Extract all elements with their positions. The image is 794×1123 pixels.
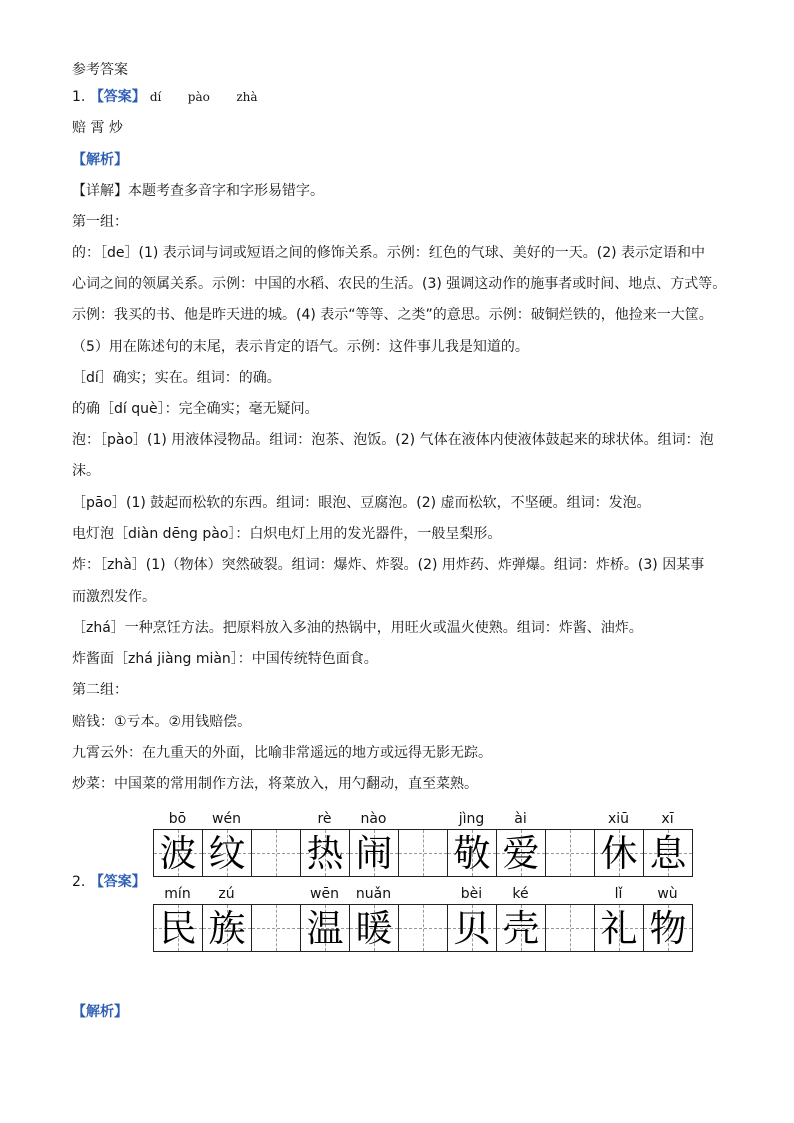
group1-line: ［zhá］一种烹饪方法。把原料放入多油的热锅中，用旺火或温火使熟。组词：炸酱、油炸。 bbox=[72, 620, 643, 636]
grid-pinyin: xī bbox=[661, 811, 674, 827]
q2-analysis-tag: 【解析】 bbox=[72, 1004, 128, 1020]
grid-cell bbox=[447, 904, 497, 952]
group1-line: 沫。 bbox=[72, 463, 100, 479]
grid-blank-cell bbox=[398, 829, 448, 877]
grid-cell bbox=[349, 829, 399, 877]
grid-pinyin: wù bbox=[657, 886, 678, 902]
grid-cell bbox=[447, 829, 497, 877]
q1-analysis-tag: 【解析】 bbox=[72, 152, 128, 168]
grid-cell bbox=[300, 904, 350, 952]
grid-cell bbox=[594, 904, 644, 952]
grid-pinyin: bō bbox=[168, 811, 187, 827]
grid-pinyin: ài bbox=[514, 811, 527, 827]
q1-detail: 【详解】本题考查多音字和字形易错字。 bbox=[72, 183, 324, 199]
q1-number: 1. bbox=[72, 89, 86, 105]
grid-character-row bbox=[153, 829, 693, 877]
group2-title: 第二组： bbox=[72, 682, 128, 698]
grid-character: 纹 bbox=[208, 831, 246, 875]
grid-cell bbox=[202, 829, 252, 877]
grid-character: 闹 bbox=[355, 831, 393, 875]
grid-character: 民 bbox=[159, 906, 197, 950]
grid-pinyin: wén bbox=[212, 811, 241, 827]
grid-pinyin: xiū bbox=[607, 811, 630, 827]
grid-pinyin: nào bbox=[360, 811, 387, 827]
grid-character: 贝 bbox=[453, 906, 491, 950]
grid-blank-cell bbox=[398, 904, 448, 952]
grid-pinyin: mín bbox=[164, 886, 191, 902]
grid-pinyin-blank bbox=[545, 885, 594, 903]
group1-line: 炸：［zhà］(1)（物体）突然破裂。组词：爆炸、炸裂。(2) 用炸药、炸弹爆。组词：炸桥。(3) 因某事 bbox=[72, 557, 705, 573]
grid-pinyin-row bbox=[153, 885, 692, 903]
group1-line: 而激烈发作。 bbox=[72, 589, 156, 605]
group1-line: ［pāo］(1) 鼓起而松软的东西。组词：眼泡、豆腐泡。(2) 虚而松软，不坚硬。组词：发泡。 bbox=[72, 495, 651, 511]
q2-number: 2. bbox=[72, 874, 86, 890]
group1-line: 的：［de］(1) 表示词与词或短语之间的修饰关系。示例：红色的气球、美好的一天。(2) 表示定语和中 bbox=[72, 245, 706, 261]
group1-line: 心词之间的领属关系。示例：中国的水稻、农民的生活。(3) 强调这动作的施事者或时间、地点、方式等。 bbox=[72, 276, 727, 292]
q1-answer-line bbox=[72, 87, 258, 107]
grid-pinyin-blank bbox=[545, 810, 594, 828]
grid-character: 物 bbox=[649, 906, 687, 950]
grid-pinyin: zú bbox=[218, 886, 235, 902]
grid-character-row bbox=[153, 904, 693, 952]
grid-cell bbox=[349, 904, 399, 952]
grid-pinyin-row bbox=[153, 810, 692, 828]
group1-line: 炸酱面［zhá jiàng miàn］：中国传统特色面食。 bbox=[72, 651, 378, 667]
grid-pinyin-blank bbox=[251, 885, 300, 903]
grid-character: 休 bbox=[600, 831, 638, 875]
grid-cell bbox=[643, 829, 693, 877]
q1-pinyin-1: dí bbox=[149, 90, 162, 104]
grid-cell bbox=[153, 904, 203, 952]
grid-pinyin-blank bbox=[398, 810, 447, 828]
q2-answer-line bbox=[72, 872, 146, 892]
group1-line: 泡：［pào］(1) 用液体浸物品。组词：泡茶、泡饭。(2) 气体在液体内使液体鼓起来的球状体。组词：泡 bbox=[72, 432, 714, 448]
q1-pinyin-3: zhà bbox=[236, 90, 258, 104]
group2-line: 九霄云外：在九重天的外面，比喻非常遥远的地方或远得无影无踪。 bbox=[72, 745, 492, 761]
grid-cell bbox=[594, 829, 644, 877]
q1-pinyin-2: pào bbox=[187, 90, 210, 104]
page-title: 参考答案 bbox=[72, 62, 128, 78]
group1-line: 电灯泡［diàn dēng pào］：白炽电灯上用的发光器件，一般呈梨形。 bbox=[72, 526, 502, 542]
grid-character: 敬 bbox=[453, 831, 491, 875]
grid-cell bbox=[496, 904, 546, 952]
q1-characters: 赔 霄 炒 bbox=[72, 120, 123, 136]
grid-pinyin: bèi bbox=[460, 886, 483, 902]
grid-pinyin: nuǎn bbox=[355, 886, 392, 902]
grid-pinyin: wēn bbox=[310, 886, 339, 902]
group1-line: 示例：我买的书、他是昨天进的城。(4) 表示“等等、之类”的意思。示例：破铜烂铁的，他捡来一大筐。 bbox=[72, 307, 713, 323]
group1-line: 的确［dí què］：完全确实；毫无疑问。 bbox=[72, 401, 319, 417]
group2-line: 赔钱：①亏本。②用钱赔偿。 bbox=[72, 714, 252, 730]
grid-pinyin-blank bbox=[398, 885, 447, 903]
group2-line: 炒菜：中国菜的常用制作方法，将菜放入，用勺翻动，直至菜熟。 bbox=[72, 776, 478, 792]
grid-pinyin: jìng bbox=[458, 811, 485, 827]
grid-character: 波 bbox=[159, 831, 197, 875]
grid-pinyin: lǐ bbox=[614, 886, 623, 902]
pinyin-character-grid bbox=[153, 808, 693, 958]
grid-pinyin: ké bbox=[512, 886, 529, 902]
grid-cell bbox=[153, 829, 203, 877]
grid-character: 热 bbox=[306, 831, 344, 875]
grid-character: 息 bbox=[649, 831, 687, 875]
grid-character: 壳 bbox=[502, 906, 540, 950]
grid-cell bbox=[202, 904, 252, 952]
q2-answer-tag: 【答案】 bbox=[89, 874, 146, 890]
group1-line: ［dí］确实；实在。组词：的确。 bbox=[72, 370, 281, 386]
grid-cell bbox=[300, 829, 350, 877]
grid-cell bbox=[496, 829, 546, 877]
grid-pinyin: rè bbox=[317, 811, 332, 827]
grid-character: 族 bbox=[208, 906, 246, 950]
grid-blank-cell bbox=[251, 829, 301, 877]
grid-blank-cell bbox=[251, 904, 301, 952]
grid-character: 礼 bbox=[600, 906, 638, 950]
grid-blank-cell bbox=[545, 829, 595, 877]
grid-cell bbox=[643, 904, 693, 952]
group1-title: 第一组： bbox=[72, 214, 128, 230]
grid-character: 暖 bbox=[355, 906, 393, 950]
q1-answer-tag: 【答案】 bbox=[89, 89, 146, 105]
grid-character: 温 bbox=[306, 906, 344, 950]
grid-character: 爱 bbox=[502, 831, 540, 875]
group1-line: （5）用在陈述句的末尾，表示肯定的语气。示例：这件事儿我是知道的。 bbox=[72, 339, 529, 355]
grid-blank-cell bbox=[545, 904, 595, 952]
grid-pinyin-blank bbox=[251, 810, 300, 828]
